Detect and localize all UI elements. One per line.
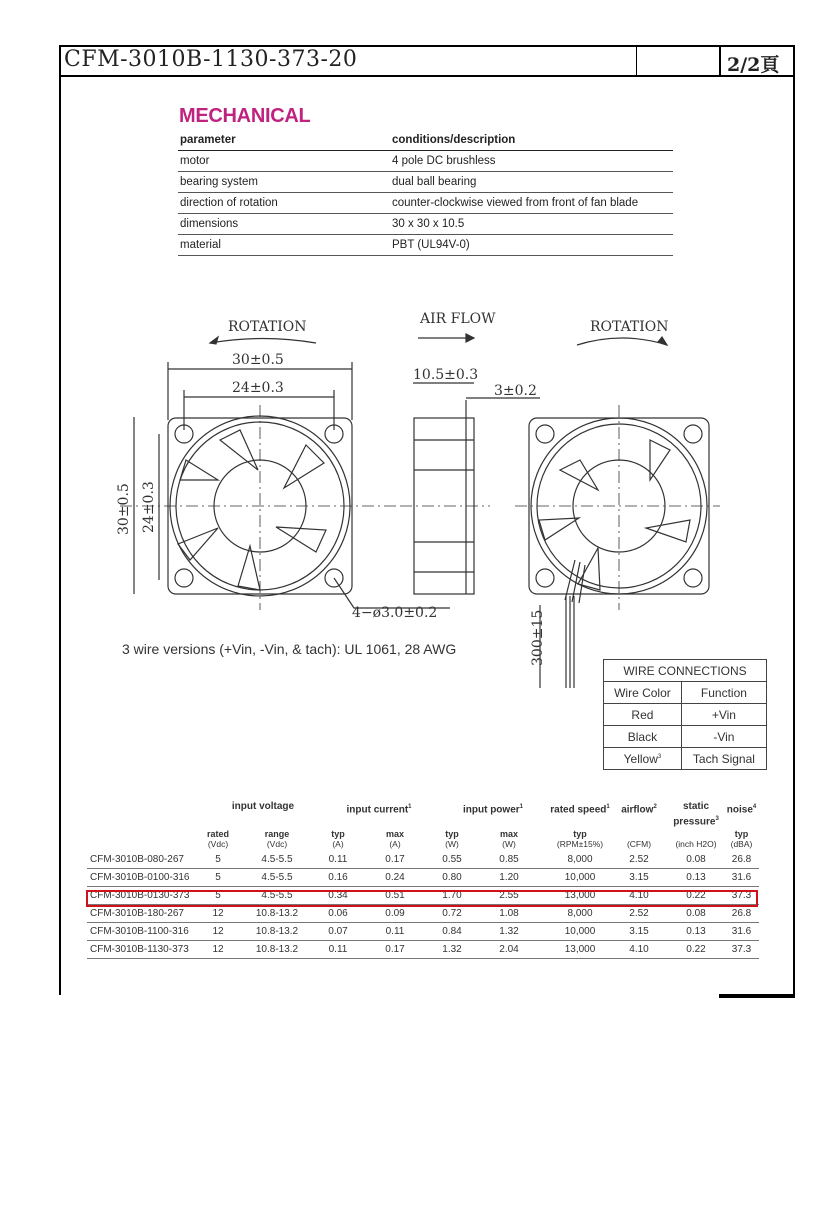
current-typ-cell: 0.11 [322, 851, 354, 869]
current-typ-cell: 0.06 [322, 905, 354, 923]
column-header: Wire Color [604, 682, 682, 704]
parameter-cell: dimensions [178, 214, 390, 235]
voltage-range-cell: 4.5-5.5 [232, 869, 322, 887]
current-typ-cell: 0.11 [322, 941, 354, 959]
subheader: (CFM) [626, 839, 652, 849]
model-cell: CFM-3010B-0100-316 [87, 869, 204, 887]
power-typ-cell: 1.32 [436, 941, 468, 959]
parameter-cell: bearing system [178, 172, 390, 193]
subheader: typ (RPM±15%) [556, 829, 604, 849]
subheader: range (Vdc) [264, 829, 290, 849]
column-header: conditions/description [390, 130, 673, 151]
pressure-cell: 0.13 [668, 869, 724, 887]
power-typ-cell: 0.72 [436, 905, 468, 923]
speed-cell: 10,000 [550, 869, 610, 887]
airflow-cell: 3.15 [610, 923, 668, 941]
frame-corner-mark [719, 994, 795, 998]
voltage-range-cell: 10.8-13.2 [232, 905, 322, 923]
current-max-cell: 0.24 [354, 869, 436, 887]
current-max-cell: 0.17 [354, 941, 436, 959]
rated-voltage-cell: 5 [204, 851, 232, 869]
airflow-cell: 2.52 [610, 905, 668, 923]
current-typ-cell: 0.34 [322, 887, 354, 905]
group-header: input current$^1$ [346, 804, 412, 816]
current-max-cell: 0.51 [354, 887, 436, 905]
voltage-range-cell: 10.8-13.2 [232, 941, 322, 959]
wire-function-cell: +Vin [681, 704, 766, 726]
model-cell: CFM-3010B-1100-316 [87, 923, 204, 941]
noise-cell: 26.8 [724, 851, 759, 869]
group-header: noise$^4$ [726, 804, 757, 816]
current-max-cell: 0.17 [354, 851, 436, 869]
dim-width-outer: 30±0.5 [232, 352, 284, 368]
subheader: rated (Vdc) [206, 829, 229, 849]
fan-front-view [116, 352, 450, 621]
speed-cell: 8,000 [550, 851, 610, 869]
rotation-arrow-left [210, 339, 316, 344]
dim-width-inner: 24±0.3 [232, 380, 284, 396]
subheader: typ (A) [331, 829, 345, 849]
group-header-row [87, 801, 759, 829]
pressure-cell: 0.22 [668, 941, 724, 959]
wire-color-text: Yellow [623, 751, 658, 766]
wire-function-cell: Tach Signal [681, 748, 766, 770]
group-header-text: static pressure [673, 801, 716, 828]
noise-cell: 37.3 [724, 887, 759, 905]
wire-color-cell: Black [604, 726, 682, 748]
current-typ-cell: 0.07 [322, 923, 354, 941]
dim-holes: 4−ø3.0±0.2 [352, 605, 438, 621]
subheader: typ (W) [445, 829, 459, 849]
fan-back-view [515, 405, 720, 688]
page-number: 2/2頁 [727, 54, 780, 76]
group-header: airflow$^2$ [621, 804, 657, 816]
table-header-row [604, 682, 767, 704]
footnote-marker: 3 [657, 753, 662, 760]
airflow-cell: 4.10 [610, 887, 668, 905]
subheader-row [87, 829, 759, 851]
power-typ-cell: 0.84 [436, 923, 468, 941]
noise-cell: 37.3 [724, 941, 759, 959]
current-max-cell: 0.11 [354, 923, 436, 941]
highlighted-row-outline [86, 890, 758, 907]
table-row [87, 905, 759, 923]
pressure-cell: 0.08 [668, 905, 724, 923]
table-row [87, 851, 759, 869]
column-header: Function [681, 682, 766, 704]
description-cell: PBT (UL94V-0) [390, 235, 673, 256]
dim-frame: 3±0.2 [494, 383, 537, 399]
power-max-cell: 1.08 [468, 905, 550, 923]
rotation-arrow-right [577, 338, 667, 345]
model-cell: CFM-3010B-180-267 [87, 905, 204, 923]
description-cell: dual ball bearing [390, 172, 673, 193]
table-title-row [604, 660, 767, 682]
speed-cell: 13,000 [550, 941, 610, 959]
power-max-cell: 2.55 [468, 887, 550, 905]
rotation-label-left: ROTATION [228, 319, 307, 335]
wire-connections-table [603, 659, 767, 770]
dim-depth: 10.5±0.3 [413, 367, 479, 383]
parameter-cell: motor [178, 151, 390, 172]
group-header: static pressure$^3$ [673, 801, 719, 828]
subheader: (inch H2O) [675, 839, 717, 849]
dim-height-inner: 24±0.3 [141, 481, 157, 533]
arrow-head-icon [658, 337, 667, 345]
power-max-cell: 0.85 [468, 851, 550, 869]
power-max-cell: 1.32 [468, 923, 550, 941]
current-max-cell: 0.09 [354, 905, 436, 923]
description-cell: 30 x 30 x 10.5 [390, 214, 673, 235]
model-cell: CFM-3010B-1130-373 [87, 941, 204, 959]
power-typ-cell: 0.80 [436, 869, 468, 887]
power-typ-cell: 0.55 [436, 851, 468, 869]
subheader: max (A) [385, 829, 404, 849]
wire-function-cell: -Vin [681, 726, 766, 748]
rated-voltage-cell: 5 [204, 869, 232, 887]
subheader: typ (dBA) [730, 829, 753, 849]
arrow-head-icon [210, 337, 218, 344]
airflow-cell: 2.52 [610, 851, 668, 869]
table-row [87, 923, 759, 941]
group-header-text: noise [726, 804, 753, 816]
group-header-text: airflow [621, 804, 654, 816]
group-header-text: input current [346, 804, 409, 816]
arrow-head-icon [466, 334, 474, 342]
airflow-cell: 4.10 [610, 941, 668, 959]
dim-height-outer: 30±0.5 [116, 483, 132, 535]
fan-side-view [400, 367, 540, 594]
description-cell: counter-clockwise viewed from front of fan blade [390, 193, 673, 214]
wire-color-cell: Red [604, 704, 682, 726]
group-header: rated speed$^1$ [550, 804, 610, 816]
power-max-cell: 1.20 [468, 869, 550, 887]
document-title: CFM-3010B-1130-373-20 [64, 47, 358, 72]
subheader: max (W) [499, 829, 518, 849]
current-typ-cell: 0.16 [322, 869, 354, 887]
pressure-cell: 0.13 [668, 923, 724, 941]
wire-table-title: WIRE CONNECTIONS [604, 660, 767, 682]
table-row [87, 869, 759, 887]
wire-color-cell [604, 748, 682, 770]
noise-cell: 31.6 [724, 869, 759, 887]
table-row [604, 726, 767, 748]
column-header: parameter [178, 130, 390, 151]
dim-lead: 300±15 [530, 609, 546, 666]
table-row [604, 704, 767, 726]
mechanical-title: MECHANICAL [179, 105, 311, 127]
model-cell: CFM-3010B-080-267 [87, 851, 204, 869]
rated-voltage-cell: 12 [204, 923, 232, 941]
voltage-range-cell: 10.8-13.2 [232, 923, 322, 941]
power-typ-cell: 1.70 [436, 887, 468, 905]
group-header: input voltage [231, 801, 295, 812]
parameter-cell: direction of rotation [178, 193, 390, 214]
rated-voltage-cell: 12 [204, 905, 232, 923]
noise-cell: 31.6 [724, 923, 759, 941]
rated-voltage-cell: 12 [204, 941, 232, 959]
wire-note: 3 wire versions (+Vin, -Vin, & tach): UL 1061, 28 AWG [122, 641, 457, 657]
noise-cell: 26.8 [724, 905, 759, 923]
parameter-cell: material [178, 235, 390, 256]
rated-voltage-cell: 5 [204, 887, 232, 905]
group-header-text: input power [462, 804, 520, 816]
group-header: input power$^1$ [462, 804, 523, 816]
table-row [604, 748, 767, 770]
speed-cell: 8,000 [550, 905, 610, 923]
pressure-cell: 0.08 [668, 851, 724, 869]
electrical-spec-table [87, 801, 759, 959]
model-cell: CFM-3010B-0130-373 [87, 887, 204, 905]
pressure-cell: 0.22 [668, 887, 724, 905]
group-header-text: rated speed [550, 804, 607, 816]
airflow-label: AIR FLOW [420, 311, 496, 327]
voltage-range-cell: 4.5-5.5 [232, 887, 322, 905]
voltage-range-cell: 4.5-5.5 [232, 851, 322, 869]
speed-cell: 10,000 [550, 923, 610, 941]
speed-cell: 13,000 [550, 887, 610, 905]
table-row [87, 941, 759, 959]
rotation-label-right: ROTATION [590, 319, 669, 335]
airflow-cell: 3.15 [610, 869, 668, 887]
description-cell: 4 pole DC brushless [390, 151, 673, 172]
power-max-cell: 2.04 [468, 941, 550, 959]
